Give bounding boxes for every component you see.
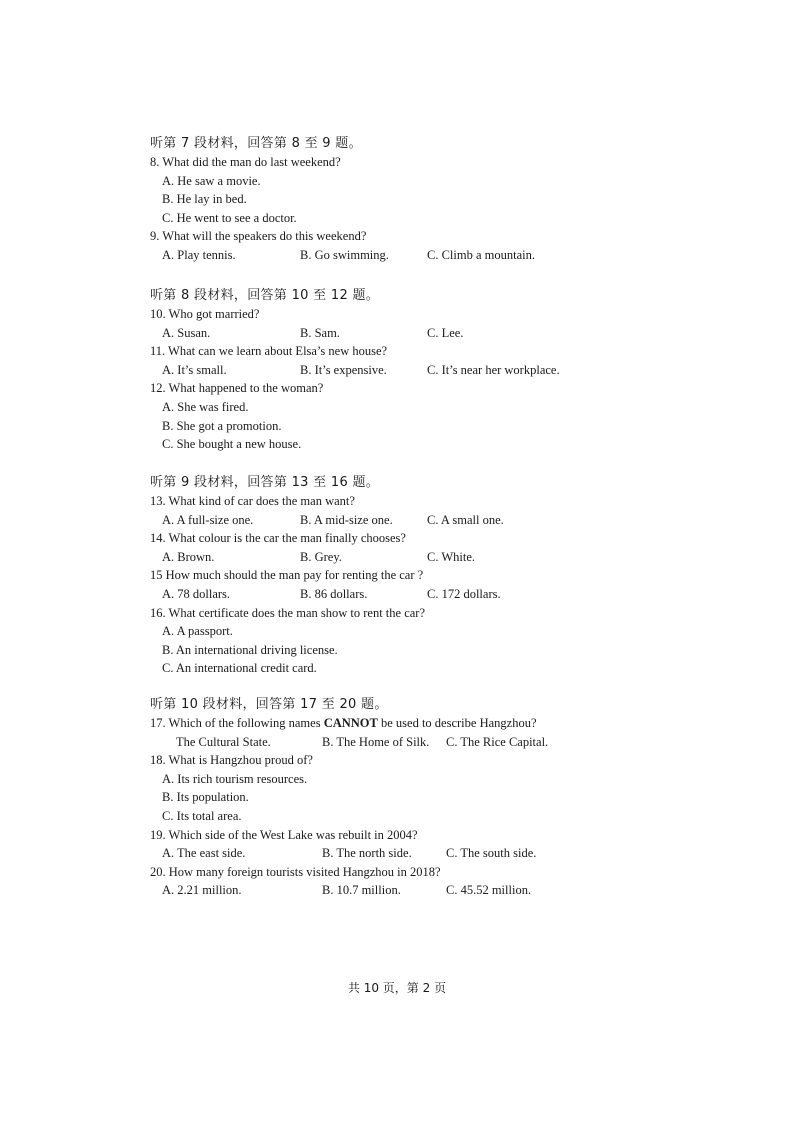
option-11a: A. It’s small. bbox=[162, 362, 227, 377]
section-header: 听第 10 段材料，回答第 17 至 20 题。 bbox=[150, 697, 388, 712]
option-19b: B. The north side. bbox=[322, 846, 412, 861]
option-8a: A. He saw a movie. bbox=[162, 173, 261, 188]
option-13b: B. A mid-size one. bbox=[300, 512, 393, 527]
question-13: 13. What kind of car does the man want? bbox=[150, 494, 355, 508]
question-8: 8. What did the man do last weekend? bbox=[150, 155, 341, 169]
option-8b: B. He lay in bed. bbox=[162, 192, 247, 207]
section-8 bbox=[150, 286, 570, 454]
options-17 bbox=[150, 733, 570, 752]
question-17-text-after: be used to describe Hangzhou? bbox=[377, 716, 537, 730]
option-10c: C. Lee. bbox=[427, 325, 464, 340]
question-16: 16. What certificate does the man show to rent the car? bbox=[150, 605, 426, 620]
option-20b: B. 10.7 million. bbox=[322, 883, 401, 898]
section-header: 听第 7 段材料，回答第 8 至 9 题。 bbox=[150, 136, 362, 151]
option-15b: B. 86 dollars. bbox=[300, 586, 368, 601]
question-11: 11. What can we learn about Elsa’s new house? bbox=[150, 344, 388, 359]
page-footer: 共 10 页，第 2 页 bbox=[347, 981, 447, 995]
option-14a: A. Brown. bbox=[162, 549, 215, 564]
option-9a: A. Play tennis. bbox=[162, 247, 236, 262]
section-10 bbox=[150, 695, 570, 900]
option-14c: C. White. bbox=[427, 549, 476, 564]
option-16c: C. An international credit card. bbox=[162, 661, 317, 676]
section-header: 听第 9 段材料，回答第 13 至 16 题。 bbox=[150, 475, 380, 490]
question-18: 18. What is Hangzhou proud of? bbox=[150, 753, 313, 768]
option-19a: A. The east side. bbox=[162, 846, 246, 861]
options-15 bbox=[150, 585, 570, 604]
option-11c: C. It’s near her workplace. bbox=[427, 362, 560, 377]
question-10: 10. Who got married? bbox=[150, 307, 260, 321]
option-19c: C. The south side. bbox=[446, 846, 537, 861]
option-9b: B. Go swimming. bbox=[300, 247, 389, 262]
options-14 bbox=[150, 548, 570, 567]
question-20: 20. How many foreign tourists visited Hangzhou in 2018? bbox=[150, 864, 441, 879]
section-9 bbox=[150, 473, 570, 678]
question-14: 14. What colour is the car the man finally chooses? bbox=[150, 531, 406, 546]
section-7 bbox=[150, 134, 570, 265]
option-13a: A. A full-size one. bbox=[162, 512, 254, 527]
option-11b: B. It’s expensive. bbox=[300, 362, 387, 377]
option-9c: C. Climb a mountain. bbox=[427, 247, 535, 262]
question-15: 15 How much should the man pay for renting the car ? bbox=[150, 568, 424, 583]
options-19 bbox=[150, 844, 570, 863]
options-9 bbox=[150, 246, 570, 265]
option-17c: C. The Rice Capital. bbox=[446, 734, 549, 749]
options-13 bbox=[150, 511, 570, 530]
options-11 bbox=[150, 361, 570, 380]
question-12: 12. What happened to the woman? bbox=[150, 381, 324, 396]
option-15c: C. 172 dollars. bbox=[427, 586, 501, 601]
option-13c: C. A small one. bbox=[427, 512, 504, 527]
option-14b: B. Grey. bbox=[300, 549, 342, 564]
option-18a: A. Its rich tourism resources. bbox=[162, 771, 308, 786]
option-15a: A. 78 dollars. bbox=[162, 586, 231, 601]
question-17 bbox=[150, 714, 570, 733]
option-17a: The Cultural State. bbox=[176, 734, 271, 749]
option-10a: A. Susan. bbox=[162, 325, 211, 340]
question-17-text-before: 17. Which of the following names bbox=[150, 716, 324, 730]
options-20 bbox=[150, 881, 570, 900]
section-header: 听第 8 段材料，回答第 10 至 12 题。 bbox=[150, 288, 380, 303]
options-10 bbox=[150, 324, 570, 343]
option-16b: B. An international driving license. bbox=[162, 642, 338, 657]
option-12b: B. She got a promotion. bbox=[162, 418, 282, 433]
option-18b: B. Its population. bbox=[162, 790, 249, 805]
question-19: 19. Which side of the West Lake was rebuilt in 2004? bbox=[150, 827, 418, 842]
option-12c: C. She bought a new house. bbox=[162, 437, 302, 452]
option-20a: A. 2.21 million. bbox=[162, 883, 242, 898]
question-17-emphasis: CANNOT bbox=[323, 716, 378, 730]
option-18c: C. Its total area. bbox=[162, 808, 242, 823]
option-16a: A. A passport. bbox=[162, 624, 233, 639]
question-9: 9. What will the speakers do this weekend? bbox=[150, 229, 367, 244]
option-17b: B. The Home of Silk. bbox=[322, 734, 430, 749]
option-12a: A. She was fired. bbox=[162, 399, 249, 414]
option-20c: C. 45.52 million. bbox=[446, 883, 532, 898]
option-10b: B. Sam. bbox=[300, 325, 340, 340]
option-8c: C. He went to see a doctor. bbox=[162, 210, 297, 225]
